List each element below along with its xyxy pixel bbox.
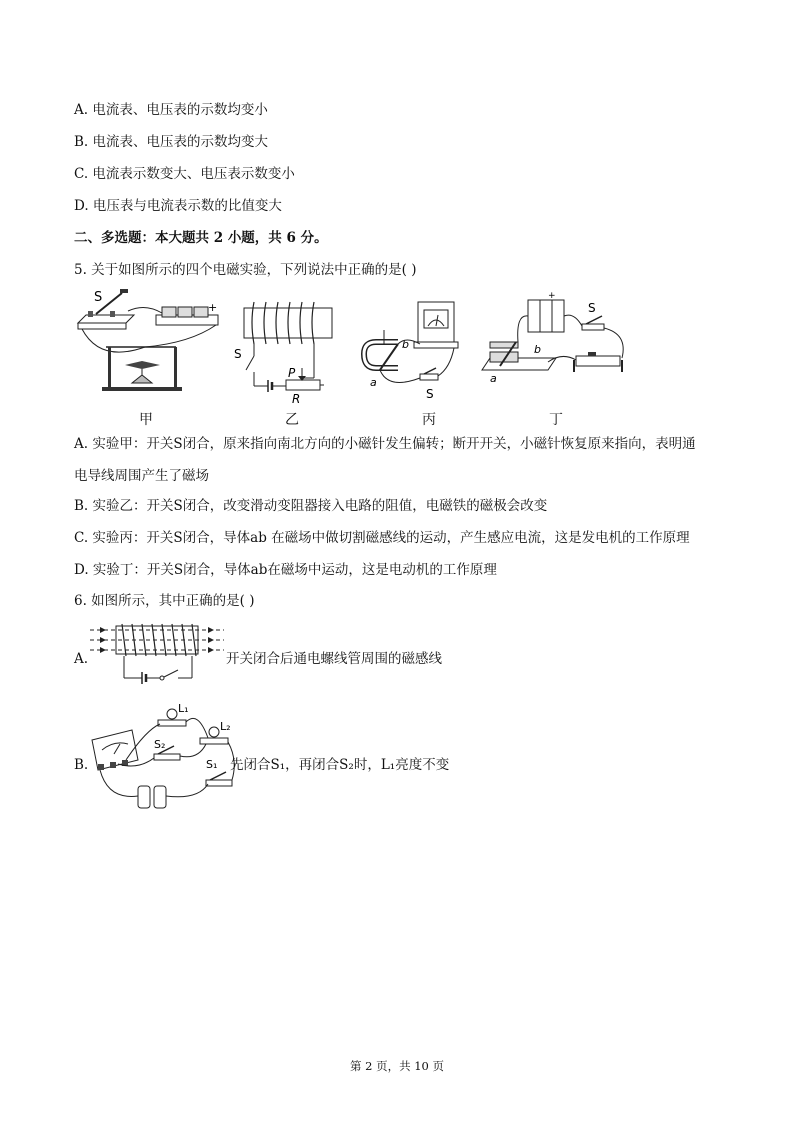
yi-switch-label: S [234,347,242,361]
figure-solenoid-field [88,618,228,690]
q5-option-b: B. 实验乙：开关S闭合，改变滑动变阻器接入电路的阻值，电磁铁的磁极会改变 [74,498,548,514]
ding-b-label: b [534,343,541,356]
ding-plus-label: + [548,291,556,301]
q5-option-a-line2: 电导线周围产生了磁场 [74,468,209,484]
switch-s1-label: S₁ [206,758,218,771]
yi-p-label: P [288,366,296,380]
section-heading [74,229,328,247]
q5-option-a-line1: A. 实验甲：开关S闭合，原来指向南北方向的小磁针发生偏转；断开开关，小磁针恢复原来指向，表明通 [74,436,696,452]
q5-option-c: C. 实验丙：开关S闭合，导体ab 在磁场中做切割磁感线的运动，产生感应电流，这是发电机的工作原理 [74,530,690,546]
figure-bing [358,298,468,403]
section-count: 2 [213,230,224,246]
q5-stem: 5. 关于如图所示的四个电磁实验，下列说法中正确的是( ) [74,262,417,278]
q6-stem: 6. 如图所示，其中正确的是( ) [74,593,255,609]
q4-option-b: B. 电流表、电压表的示数均变大 [74,134,269,150]
yi-r-label: R [292,392,301,406]
ding-a-label: a [490,372,497,385]
q4-option-d: D. 电压表与电流表示数的比值变大 [74,198,282,214]
figure-parallel-circuit [88,700,238,818]
section-mid: 小题，共 [227,230,282,246]
ding-switch-label: S [588,301,596,315]
bulb-l1-label: L₁ [178,702,189,715]
q4-option-c: C. 电流表示数变大、电压表示数变小 [74,166,295,182]
figure-yi [228,296,338,406]
bulb-l2-label: L₂ [220,720,231,733]
caption-jia: 甲 [139,412,153,428]
bing-switch-label: S [426,387,434,401]
q5-option-d: D. 实验丁：开关S闭合，导体ab在磁场中运动，这是电动机的工作原理 [74,562,497,578]
q6-option-a-text: 开关闭合后通电螺线管周围的磁感线 [226,651,442,667]
section-score: 6 [286,230,296,246]
jia-switch-label: S [94,290,103,305]
q6-option-b-label: B. [74,757,89,773]
section-title: 二、多选题：本大题共 [74,230,209,246]
figure-ding [478,290,638,390]
caption-yi: 乙 [285,412,299,428]
page-footer: 第 2 页，共 10 页 [349,1059,445,1073]
jia-plus-label: + [208,301,218,314]
caption-ding: 丁 [549,412,563,428]
section-end: 分。 [300,230,328,246]
caption-bing: 丙 [422,412,436,428]
switch-s2-label: S₂ [154,738,166,751]
figure-jia [70,283,220,395]
q6-option-b-text: 先闭合S₁，再闭合S₂时，L₁亮度不变 [230,757,450,773]
q6-option-a-label: A. [74,651,89,667]
q4-option-a: A. 电流表、电压表的示数均变小 [74,102,268,118]
bing-a-label: a [370,376,377,389]
bing-b-label: b [402,338,409,351]
